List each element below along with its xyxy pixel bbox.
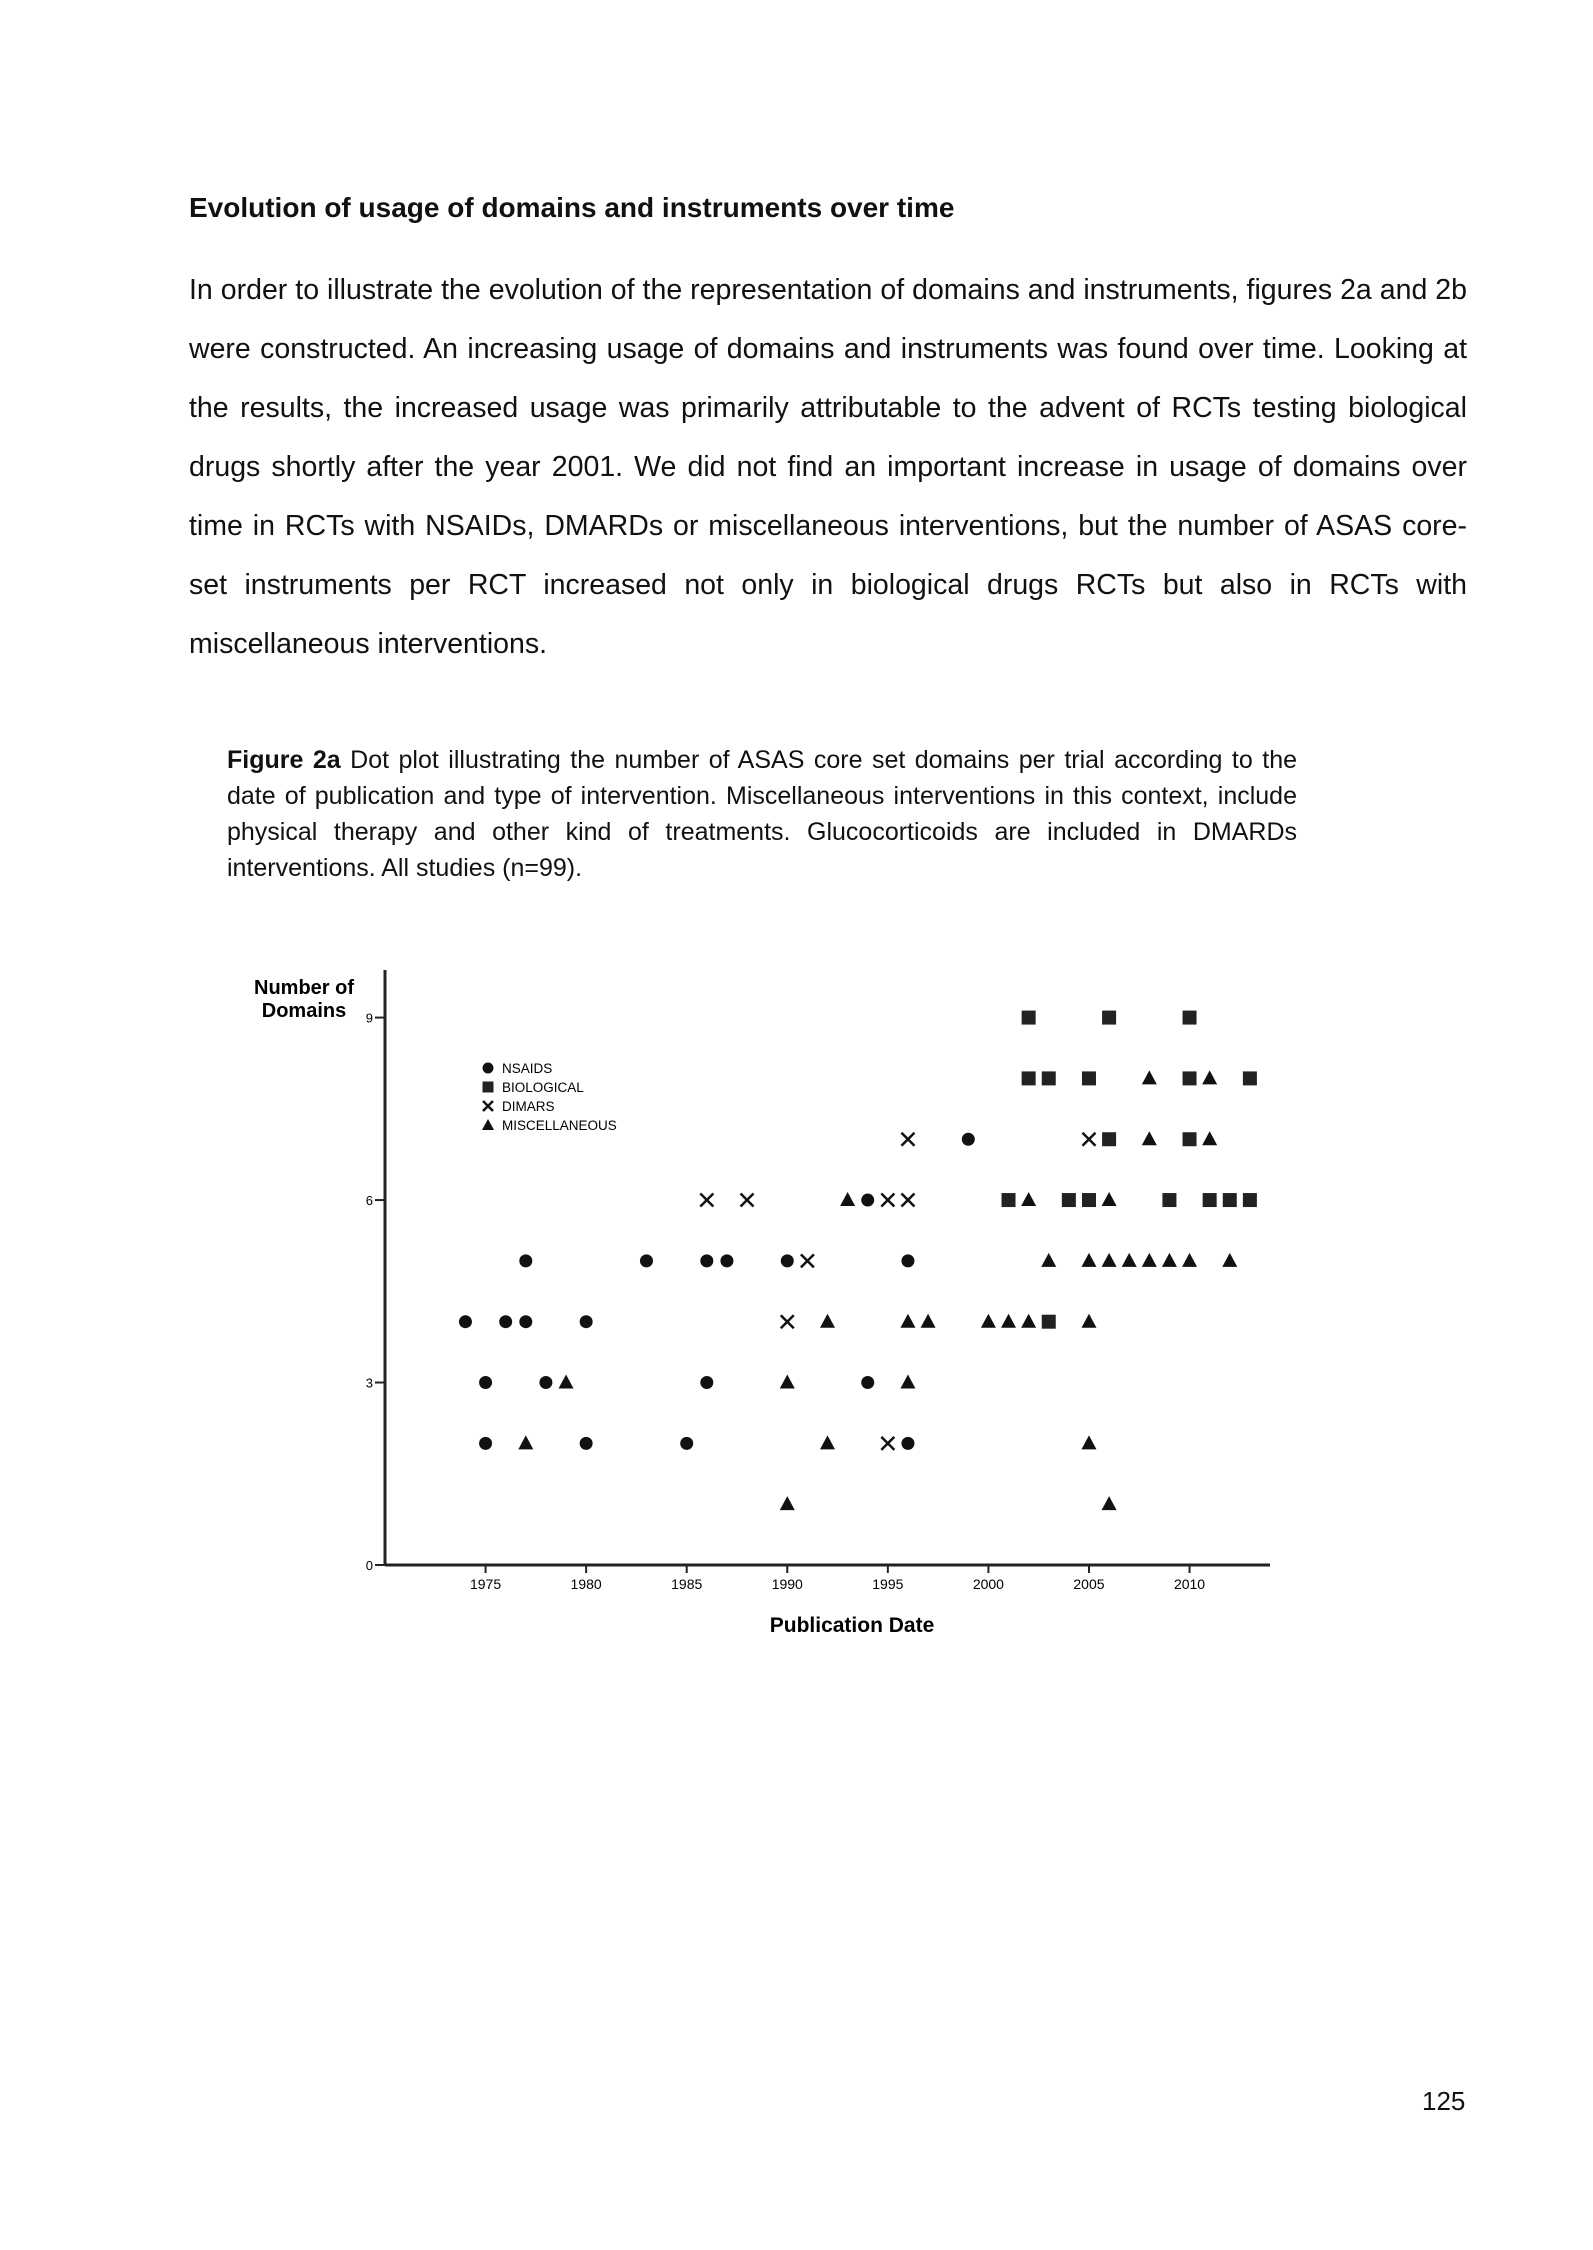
legend-marker-dimars (483, 1101, 493, 1111)
point-dimars (801, 1254, 814, 1267)
point-nsaids (861, 1194, 874, 1207)
legend-label: NSAIDS (502, 1061, 553, 1076)
x-tick-label: 2010 (1173, 1576, 1206, 1592)
point-nsaids (459, 1315, 472, 1328)
point-nsaids (519, 1315, 532, 1328)
point-miscellaneous (900, 1375, 915, 1389)
chart-legend (482, 1061, 617, 1133)
body-paragraph: In order to illustrate the evolution of the representation of domains and instruments, figures 2a and 2b were constructed. An increasing usage of domains and instruments was found over time. Looking at the results, the increased usage was primarily attributable to the advent of RCTs testing biological drugs shortly after the year 2001. We did not find an important increase in usage of domains over time in RCTs with NSAIDs, DMARDs or miscellaneous interventions, but the number of ASAS core-set instruments per RCT increased not only in biological drugs RCTs but also in RCTs with miscellaneous interventions. (189, 274, 1467, 660)
point-miscellaneous (1202, 1131, 1217, 1145)
y-tick-label: 6 (365, 1193, 373, 1209)
point-miscellaneous (559, 1375, 574, 1389)
point-nsaids (580, 1437, 593, 1450)
point-miscellaneous (1222, 1253, 1237, 1267)
point-biological (1082, 1071, 1096, 1085)
point-miscellaneous (1182, 1253, 1197, 1267)
point-miscellaneous (1142, 1070, 1157, 1084)
point-biological (1042, 1071, 1056, 1085)
point-miscellaneous (840, 1192, 855, 1206)
point-biological (1022, 1071, 1036, 1085)
point-miscellaneous (1021, 1314, 1036, 1328)
point-biological (1082, 1193, 1096, 1207)
point-miscellaneous (981, 1314, 996, 1328)
x-tick-label: 1990 (771, 1576, 803, 1592)
point-nsaids (680, 1437, 693, 1450)
point-nsaids (700, 1254, 713, 1267)
point-miscellaneous (1102, 1496, 1117, 1510)
legend-item-miscellaneous (482, 1118, 617, 1133)
point-dimars (881, 1194, 894, 1207)
point-biological (1022, 1011, 1036, 1025)
point-biological (1102, 1011, 1116, 1025)
y-tick-label: 0 (365, 1558, 373, 1573)
point-miscellaneous (1122, 1253, 1137, 1267)
point-dimars (700, 1194, 713, 1207)
point-biological (1203, 1193, 1217, 1207)
point-nsaids (519, 1254, 532, 1267)
point-miscellaneous (1081, 1314, 1096, 1328)
point-biological (1162, 1193, 1176, 1207)
point-nsaids (901, 1437, 914, 1450)
x-axis-label: Publication Date (769, 1614, 935, 1637)
page-number: 125 (1422, 2086, 1466, 2116)
point-nsaids (479, 1376, 492, 1389)
legend-item-nsaids (483, 1061, 553, 1076)
x-tick-label: 1985 (671, 1576, 703, 1592)
point-nsaids (479, 1437, 492, 1450)
point-nsaids (962, 1133, 975, 1146)
x-tick-label: 2005 (1073, 1576, 1105, 1592)
point-miscellaneous (900, 1314, 915, 1328)
point-nsaids (901, 1254, 914, 1267)
point-nsaids (580, 1315, 593, 1328)
point-miscellaneous (1102, 1192, 1117, 1206)
point-biological (1223, 1193, 1237, 1207)
point-miscellaneous (780, 1375, 795, 1389)
point-biological (1183, 1132, 1197, 1146)
point-miscellaneous (1041, 1253, 1056, 1267)
point-nsaids (499, 1315, 512, 1328)
point-biological (1243, 1071, 1257, 1085)
point-miscellaneous (820, 1435, 835, 1449)
point-miscellaneous (1142, 1131, 1157, 1145)
point-biological (1002, 1193, 1016, 1207)
point-miscellaneous (1081, 1435, 1096, 1449)
point-biological (1062, 1193, 1076, 1207)
point-miscellaneous (518, 1435, 533, 1449)
point-nsaids (539, 1376, 552, 1389)
figure-caption (227, 742, 1297, 886)
section-heading: Evolution of usage of domains and instruments over time (189, 192, 955, 223)
legend-label: DIMARS (502, 1099, 555, 1114)
point-nsaids (720, 1254, 733, 1267)
point-nsaids (781, 1254, 794, 1267)
y-axis-label-line1: Number of (254, 977, 354, 999)
x-tick-label: 1980 (570, 1576, 602, 1592)
point-miscellaneous (1202, 1070, 1217, 1084)
point-biological (1183, 1011, 1197, 1025)
point-nsaids (700, 1376, 713, 1389)
point-miscellaneous (1021, 1192, 1036, 1206)
legend-marker-miscellaneous (482, 1119, 494, 1130)
point-miscellaneous (780, 1496, 795, 1510)
dot-plot-chart (230, 960, 1290, 1650)
point-miscellaneous (1162, 1253, 1177, 1267)
point-biological (1042, 1315, 1056, 1329)
legend-marker-biological (483, 1082, 494, 1093)
point-dimars (901, 1133, 914, 1146)
legend-label: BIOLOGICAL (502, 1080, 584, 1095)
point-dimars (1082, 1133, 1095, 1146)
point-miscellaneous (921, 1314, 936, 1328)
point-miscellaneous (1102, 1253, 1117, 1267)
x-tick-label: 1995 (872, 1576, 904, 1592)
point-biological (1243, 1193, 1257, 1207)
y-tick-label: 9 (365, 1010, 373, 1026)
point-miscellaneous (820, 1314, 835, 1328)
point-nsaids (861, 1376, 874, 1389)
y-axis-label-line2: Domains (261, 1000, 347, 1022)
legend-item-dimars (483, 1099, 555, 1114)
point-biological (1102, 1132, 1116, 1146)
figure-caption-text: Dot plot illustrating the number of ASAS core set domains per trial according to the date of publication and type of intervention. Miscellaneous interventions in this context, include physical therapy and other kind of treatments. Glucocorticoids are included in DMARDs interventions. All studies (n=99). (227, 746, 1297, 882)
point-miscellaneous (1142, 1253, 1157, 1267)
point-nsaids (640, 1254, 653, 1267)
x-tick-label: 2000 (972, 1576, 1004, 1592)
legend-item-biological (483, 1080, 585, 1095)
x-tick-label: 1975 (469, 1576, 502, 1592)
point-miscellaneous (1001, 1314, 1016, 1328)
figure-label: Figure 2a (227, 746, 341, 774)
point-dimars (781, 1315, 794, 1328)
point-miscellaneous (1081, 1253, 1096, 1267)
point-dimars (881, 1437, 894, 1450)
legend-label: MISCELLANEOUS (502, 1118, 617, 1133)
legend-marker-nsaids (483, 1063, 494, 1074)
point-dimars (901, 1194, 914, 1207)
point-dimars (741, 1194, 754, 1207)
point-biological (1183, 1071, 1197, 1085)
y-tick-label: 3 (365, 1375, 373, 1391)
